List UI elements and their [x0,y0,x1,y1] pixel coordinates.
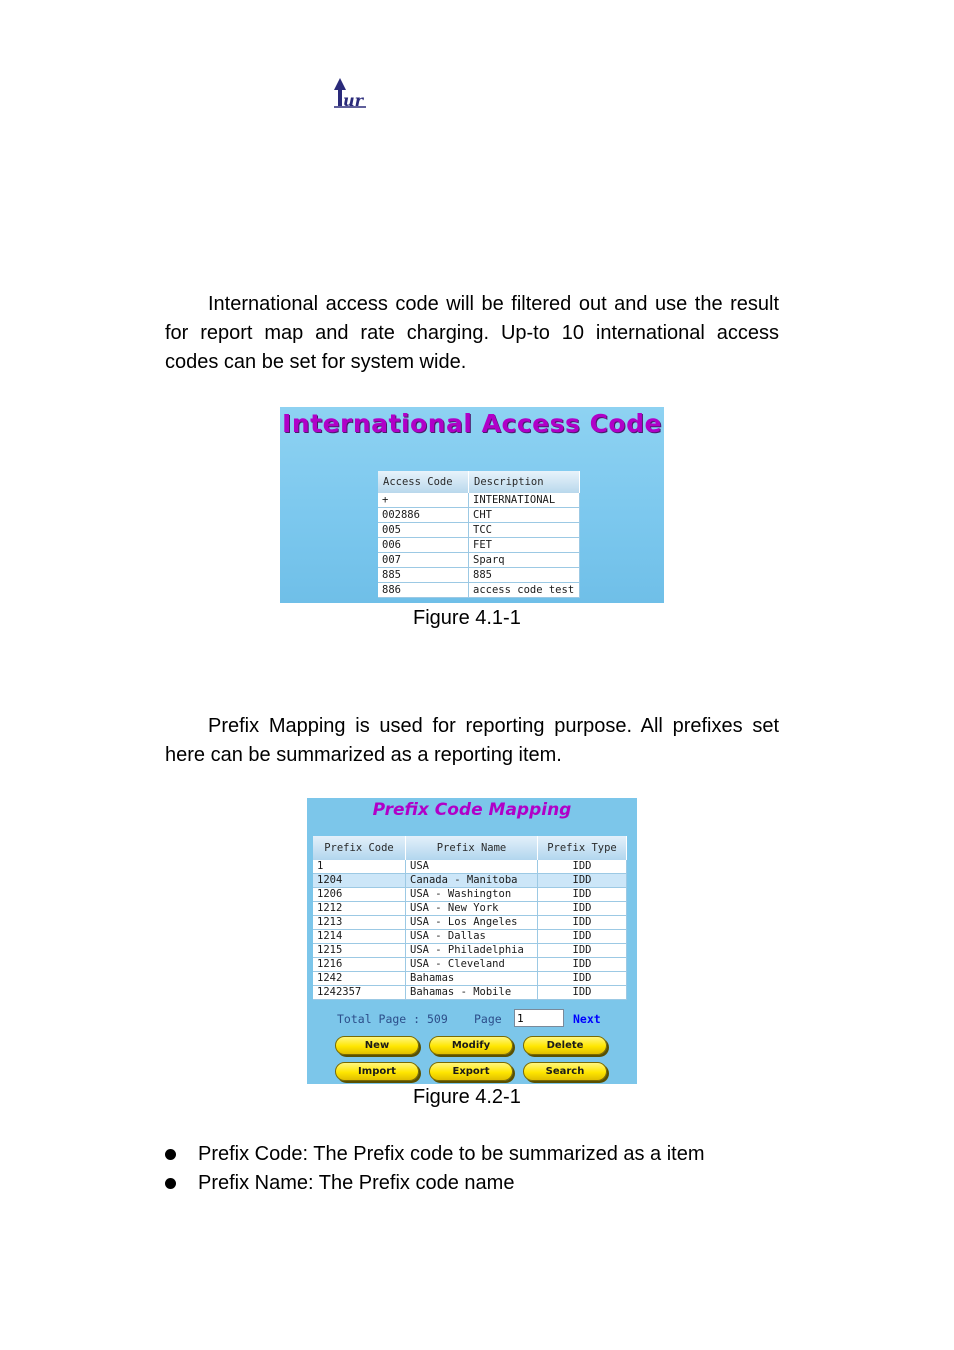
pagination-bar [337,1010,627,1028]
prefix-name-cell: USA - New York [406,902,538,916]
figure-prefix-code-mapping [307,798,637,1084]
prefix-type-cell: IDD [538,958,627,972]
prefix-name-cell: Bahamas [406,972,538,986]
total-page-label: Total Page : 509 [337,1012,448,1026]
figure-international-access-code [280,407,664,603]
column-header-access-code[interactable]: Access Code [378,471,469,493]
prefix-code-cell: 1215 [313,944,406,958]
description-cell: CHT [469,508,580,523]
list-item [165,1169,705,1198]
table-row[interactable] [378,523,580,538]
description-cell: Sparq [469,553,580,568]
prefix-code-cell: 1212 [313,902,406,916]
table-row[interactable] [313,888,627,902]
prefix-type-cell: IDD [538,986,627,1000]
description-cell: 885 [469,568,580,583]
table-row[interactable] [378,493,580,508]
prefix-code-cell: 1214 [313,930,406,944]
access-code-cell: 002886 [378,508,469,523]
figure-title: International Access Code [282,409,662,438]
description-cell: FET [469,538,580,553]
search-button[interactable]: Search [523,1062,607,1081]
prefix-code-table [313,836,627,1000]
access-code-cell: 885 [378,568,469,583]
prefix-type-cell: IDD [538,916,627,930]
table-row[interactable] [378,568,580,583]
table-row-selected[interactable] [313,874,627,888]
prefix-type-cell: IDD [538,860,627,874]
prefix-code-cell: 1 [313,860,406,874]
prefix-type-cell: IDD [538,888,627,902]
paragraph-access-code-text: International access code will be filtered out and use the result for report map and rate charging. Up-to 10 international access codes can be set for system wide. [165,293,779,373]
company-logo [330,76,370,110]
delete-button[interactable]: Delete [523,1036,607,1055]
prefix-name-cell: USA - Cleveland [406,958,538,972]
list-item [165,1140,705,1169]
prefix-name-cell: USA - Washington [406,888,538,902]
description-cell: INTERNATIONAL [469,493,580,508]
prefix-name-cell: Bahamas - Mobile [406,986,538,1000]
paragraph-prefix-mapping-text: Prefix Mapping is used for reporting purpose. All prefixes set here can be summarized as a reporting item. [165,715,779,766]
bullet-icon [165,1149,176,1160]
prefix-code-cell: 1242 [313,972,406,986]
import-button[interactable]: Import [335,1062,419,1081]
prefix-code-cell: 1213 [313,916,406,930]
table-row[interactable] [313,860,627,874]
column-header-prefix-code[interactable]: Prefix Code [313,836,406,860]
prefix-name-cell: USA - Los Angeles [406,916,538,930]
access-code-cell: 006 [378,538,469,553]
prefix-name-cell: USA - Philadelphia [406,944,538,958]
page-label: Page [474,1012,502,1026]
prefix-type-cell: IDD [538,902,627,916]
prefix-type-cell: IDD [538,944,627,958]
table-row[interactable] [313,902,627,916]
list-item-text: Prefix Name: The Prefix code name [198,1172,515,1194]
prefix-type-cell: IDD [538,930,627,944]
paragraph-prefix-mapping [165,712,779,770]
table-row[interactable] [313,930,627,944]
table-row[interactable] [378,553,580,568]
column-header-prefix-name[interactable]: Prefix Name [406,836,538,860]
bullet-icon [165,1178,176,1189]
table-row[interactable] [313,972,627,986]
prefix-code-cell: 1216 [313,958,406,972]
modify-button[interactable]: Modify [429,1036,513,1055]
prefix-code-cell: 1204 [313,874,406,888]
table-row[interactable] [313,944,627,958]
prefix-type-cell: IDD [538,972,627,986]
prefix-name-cell: Canada - Manitoba [406,874,538,888]
table-row[interactable] [378,538,580,553]
figure-caption-4-2-1: Figure 4.2-1 [413,1086,521,1108]
page-number-input[interactable] [514,1009,564,1027]
new-button[interactable]: New [335,1036,419,1055]
access-code-cell: + [378,493,469,508]
table-row[interactable] [313,986,627,1000]
description-cell: TCC [469,523,580,538]
table-row[interactable] [378,508,580,523]
prefix-code-cell: 1206 [313,888,406,902]
access-code-cell: 005 [378,523,469,538]
paragraph-access-code [165,290,779,377]
access-code-table [378,471,580,598]
list-item-text: Prefix Code: The Prefix code to be summarized as a item [198,1143,705,1165]
prefix-name-cell: USA [406,860,538,874]
field-description-list [165,1140,705,1198]
figure-title: Prefix Code Mapping [372,800,572,820]
access-code-cell: 886 [378,583,469,598]
svg-text:ur: ur [343,91,364,110]
table-row[interactable] [378,583,580,598]
table-row[interactable] [313,958,627,972]
prefix-type-cell: IDD [538,874,627,888]
access-code-cell: 007 [378,553,469,568]
table-row[interactable] [313,916,627,930]
column-header-description[interactable]: Description [469,471,580,493]
next-page-link[interactable]: Next [573,1012,601,1026]
prefix-name-cell: USA - Dallas [406,930,538,944]
column-header-prefix-type[interactable]: Prefix Type [538,836,627,860]
description-cell: access code test [469,583,580,598]
prefix-code-cell: 1242357 [313,986,406,1000]
export-button[interactable]: Export [429,1062,513,1081]
figure-caption-4-1-1: Figure 4.1-1 [413,607,521,629]
